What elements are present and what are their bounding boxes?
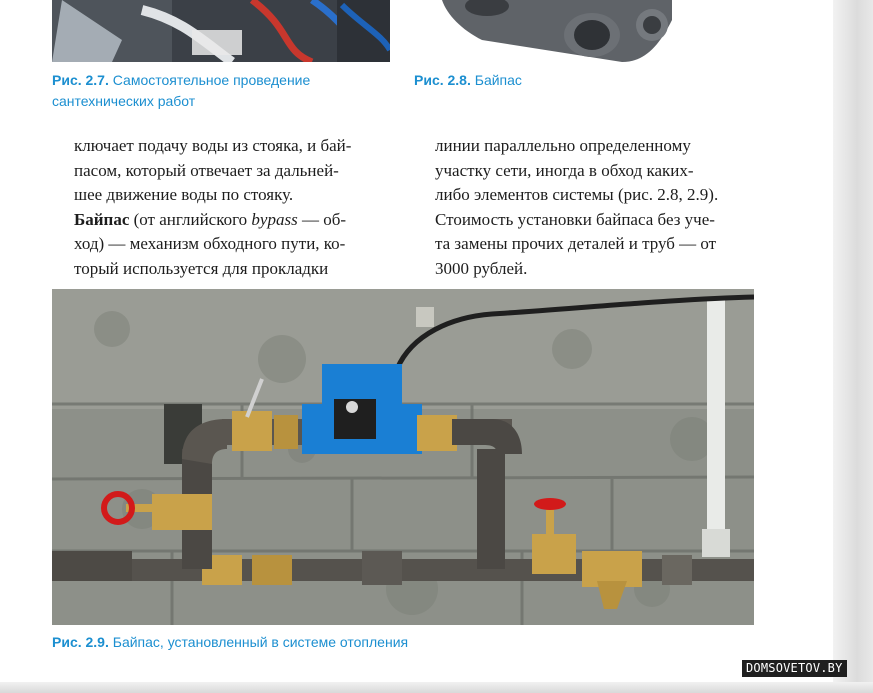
figure-2-8-photo: [442, 0, 672, 62]
left-text-column: [74, 134, 391, 281]
figure-2-7-caption-line1: Самостоятельное проведение: [112, 72, 311, 88]
figure-2-7-caption-line2: сантехнических работ: [52, 93, 196, 109]
page-edge-right: [833, 0, 873, 693]
right-line-6: 3000 рублей.: [435, 258, 528, 278]
left-line-1: ключает подачу воды из стояка, и бай-: [74, 136, 352, 155]
right-line-1: линии параллельно определенному: [435, 136, 691, 155]
figure-2-9-caption-text: Байпас, установленный в системе отопления: [112, 634, 409, 650]
left-line-2: пасом, который отвечает за дальней-: [74, 160, 339, 180]
left-line-4a: (от английского: [129, 209, 252, 229]
left-line-4: [74, 208, 391, 233]
page-edge-bottom: [0, 682, 873, 693]
figure-2-9-label: Рис. 2.9.: [52, 634, 109, 650]
figure-2-7-caption: [52, 70, 310, 112]
right-line-4: Стоимость установки байпаса без уче-: [435, 209, 715, 229]
figure-2-8-caption-text: Байпас: [474, 72, 522, 88]
right-line-2: участку сети, иногда в обход каких-: [435, 160, 694, 180]
watermark: DOMSOVETOV.BY: [742, 660, 847, 677]
left-line-4b: — об-: [297, 209, 347, 229]
figure-2-8-caption: [414, 70, 522, 91]
figure-2-7-label: Рис. 2.7.: [52, 72, 109, 88]
term-bypass: Байпас: [74, 209, 130, 229]
figure-2-9-photo: [52, 289, 754, 625]
right-line-5: та замены прочих деталей и труб — от: [435, 234, 717, 253]
right-text-column: [435, 134, 755, 281]
left-line-5: ход) — механизм обходного пути, ко-: [74, 234, 346, 253]
figure-2-7-photo: [52, 0, 390, 62]
figure-2-8-label: Рис. 2.8.: [414, 72, 471, 88]
right-line-3: либо элементов системы (рис. 2.8, 2.9).: [435, 185, 719, 204]
left-line-3: шее движение воды по стояку.: [74, 185, 294, 204]
figure-2-9-caption: [52, 632, 408, 653]
english-term: bypass: [251, 209, 298, 229]
left-line-6: торый используется для прокладки: [74, 258, 329, 278]
